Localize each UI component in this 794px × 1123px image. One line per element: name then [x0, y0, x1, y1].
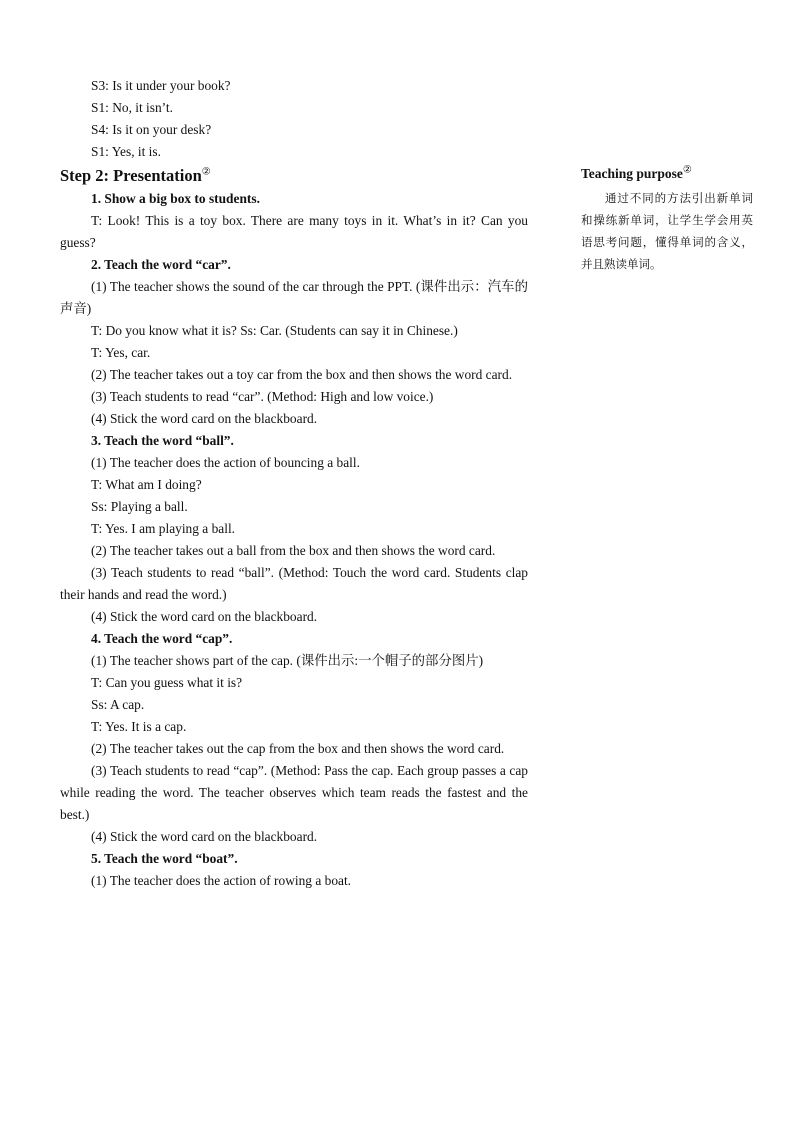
sidebar-text: 通过不同的方法引出新单词和操练新单词，让学生学会用英语思考问题，懂得单词的含义，并且熟读单词。 [581, 191, 753, 271]
section-line: T: Do you know what it is? Ss: Car. (Students can say it in Chinese.) [91, 323, 458, 338]
section-line: (3) Teach students to read “car”. (Method: High and low voice.) [91, 389, 434, 404]
teaching-purpose-sidebar [581, 164, 753, 275]
section-line: (1) The teacher shows the sound of the car through the PPT. (课件出示：汽车的声音) [60, 279, 528, 316]
section-line: T: Yes. I am playing a ball. [91, 521, 236, 536]
section-title: 5. Teach the word “boat”. [91, 851, 238, 866]
section-line: (1) The teacher shows part of the cap. (课件出示:一个帽子的部分图片) [91, 653, 484, 668]
step-heading-text: Step 2: Presentation [60, 166, 202, 185]
dialogue-line: S3: Is it under your book? [91, 78, 231, 93]
section-line: (2) The teacher takes out the cap from the box and then shows the word card. [91, 741, 505, 756]
section-line: (2) The teacher takes out a toy car from the box and then shows the word card. [91, 367, 513, 382]
section-line: (4) Stick the word card on the blackboard. [91, 609, 318, 624]
dialogue-line: S1: Yes, it is. [91, 144, 161, 159]
section-line: (4) Stick the word card on the blackboard. [91, 829, 318, 844]
section-title: 4. Teach the word “cap”. [91, 631, 233, 646]
dialogue-line: S4: Is it on your desk? [91, 122, 212, 137]
lesson-plan-body [60, 75, 528, 892]
dialogue-line: S1: No, it isn’t. [91, 100, 173, 115]
section-title: 1. Show a big box to students. [91, 191, 260, 206]
section-line: (1) The teacher does the action of bouncing a ball. [91, 455, 360, 470]
section-line: T: What am I doing? [91, 477, 202, 492]
section-line: T: Yes, car. [91, 345, 151, 360]
section-title: 3. Teach the word “ball”. [91, 433, 234, 448]
sidebar-title-text: Teaching purpose [581, 166, 683, 181]
section-line: (3) Teach students to read “ball”. (Method: Touch the word card. Students clap their hands and read the word.) [60, 565, 528, 602]
section-line: (2) The teacher takes out a ball from the box and then shows the word card. [91, 543, 496, 558]
section-line: (3) Teach students to read “cap”. (Method: Pass the cap. Each group passes a cap while reading the word. The teacher observes which team reads the fastest and the best.) [60, 763, 528, 822]
step-heading [60, 164, 528, 188]
section-line: T: Can you guess what it is? [91, 675, 243, 690]
sidebar-title [581, 164, 753, 184]
section-line: T: Look! This is a toy box. There are many toys in it. What’s in it? Can you guess? [60, 213, 528, 250]
section-line: T: Yes. It is a cap. [91, 719, 187, 734]
section-line: Ss: Playing a ball. [91, 499, 188, 514]
section-title: 2. Teach the word “car”. [91, 257, 231, 272]
section-line: Ss: A cap. [91, 697, 145, 712]
footnote-marker: ② [682, 164, 692, 176]
footnote-marker: ② [201, 166, 211, 178]
section-line: (1) The teacher does the action of rowing a boat. [91, 873, 352, 888]
section-line: (4) Stick the word card on the blackboard. [91, 411, 318, 426]
